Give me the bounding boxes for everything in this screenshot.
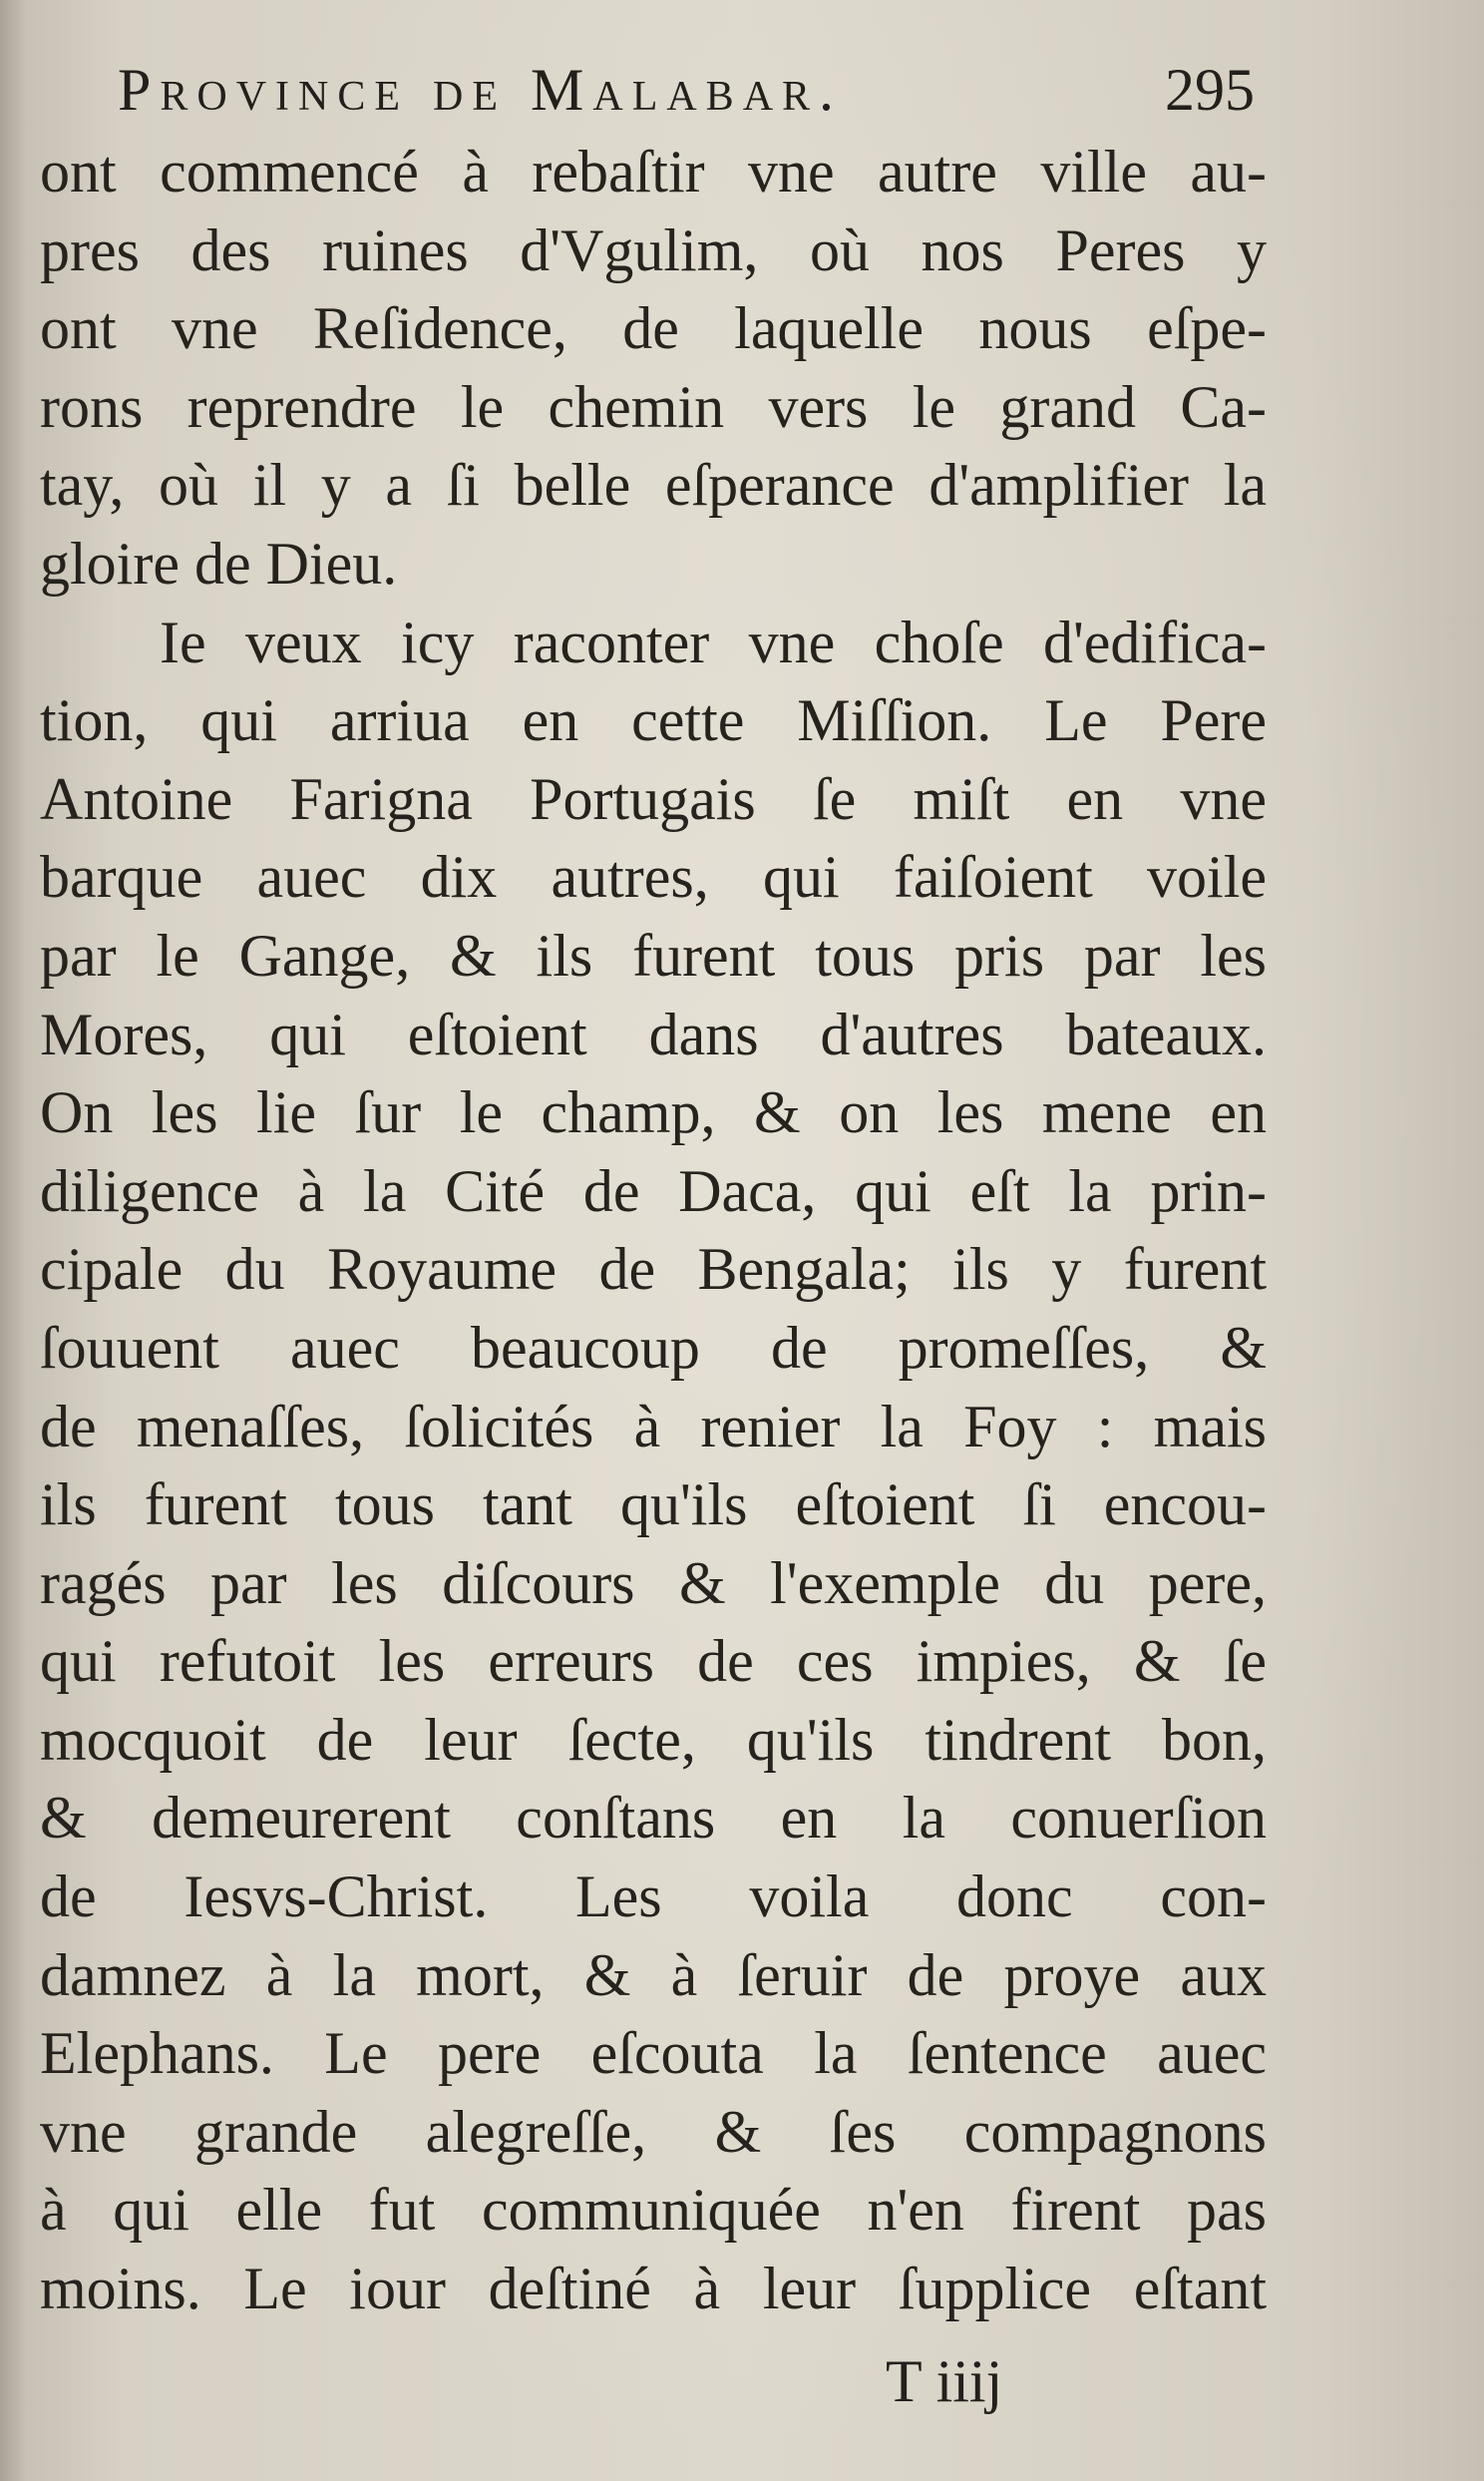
text-line: vne grande alegreſſe, & ſes compagnons [40, 2098, 1267, 2165]
text-line: ragés par les diſcours & l'exemple du pere, [40, 1549, 1267, 1616]
text-line: ont commencé à rebaſtir vne autre ville au- [40, 139, 1267, 205]
page-header [118, 56, 1255, 126]
text-line: tay, où il y a ſi belle eſperance d'amplifier la [40, 452, 1267, 519]
text-line: Antoine Farigna Portugais ſe miſt en vne [40, 765, 1267, 832]
text-line: de Iesvs-Christ. Les voila donc con- [40, 1863, 1267, 1930]
text-line: par le Gange, & ils furent tous pris par les [40, 922, 1267, 989]
text-line: On les lie ſur le champ, & on les mene en [40, 1079, 1267, 1146]
text-line: tion, qui arriua en cette Miſſion. Le Pere [40, 687, 1267, 754]
text-line: pres des ruines d'Vgulim, où nos Peres y [40, 216, 1267, 283]
text-line: rons reprendre le chemin vers le grand Ca- [40, 373, 1267, 440]
text-line: Ie veux icy raconter vne choſe d'edifica- [160, 609, 1267, 675]
body-text [40, 133, 1267, 2328]
text-line: moins. Le iour deſtiné à leur ſupplice eſtant [40, 2256, 1267, 2322]
page-gutter-shadow [0, 0, 26, 2481]
text-line: Elephans. Le pere eſcouta la ſentence auec [40, 2020, 1267, 2087]
text-line: damnez à la mort, & à ſeruir de proye aux [40, 1941, 1267, 2008]
signature-mark: T iiij [886, 2348, 1003, 2414]
text-line: gloire de Dieu. [40, 530, 398, 597]
text-line: cipale du Royaume de Bengala; ils y furent [40, 1236, 1267, 1303]
text-line: qui refutoit les erreurs de ces impies, & ſe [40, 1628, 1267, 1695]
text-line: mocquoit de leur ſecte, qu'ils tindrent bon, [40, 1706, 1267, 1773]
page-number: 295 [1165, 57, 1255, 123]
text-line: ils furent tous tant qu'ils eſtoient ſi encou- [40, 1471, 1267, 1538]
running-head: Province de Malabar. [118, 57, 844, 123]
text-line: à qui elle fut communiquée n'en firent pas [40, 2177, 1267, 2244]
text-line: ſouuent auec beaucoup de promeſſes, & [40, 1314, 1267, 1381]
text-line: Mores, qui eſtoient dans d'autres bateaux. [40, 1001, 1267, 1067]
text-line: de menaſſes, ſolicités à renier la Foy : mais [40, 1393, 1267, 1459]
text-line: diligence à la Cité de Daca, qui eſt la prin- [40, 1157, 1267, 1224]
text-line: ont vne Reſidence, de laquelle nous eſpe- [40, 295, 1267, 362]
text-line: barque auec dix autres, qui faiſoient voile [40, 844, 1267, 911]
text-line: & demeurerent conſtans en la conuerſion [40, 1785, 1267, 1852]
